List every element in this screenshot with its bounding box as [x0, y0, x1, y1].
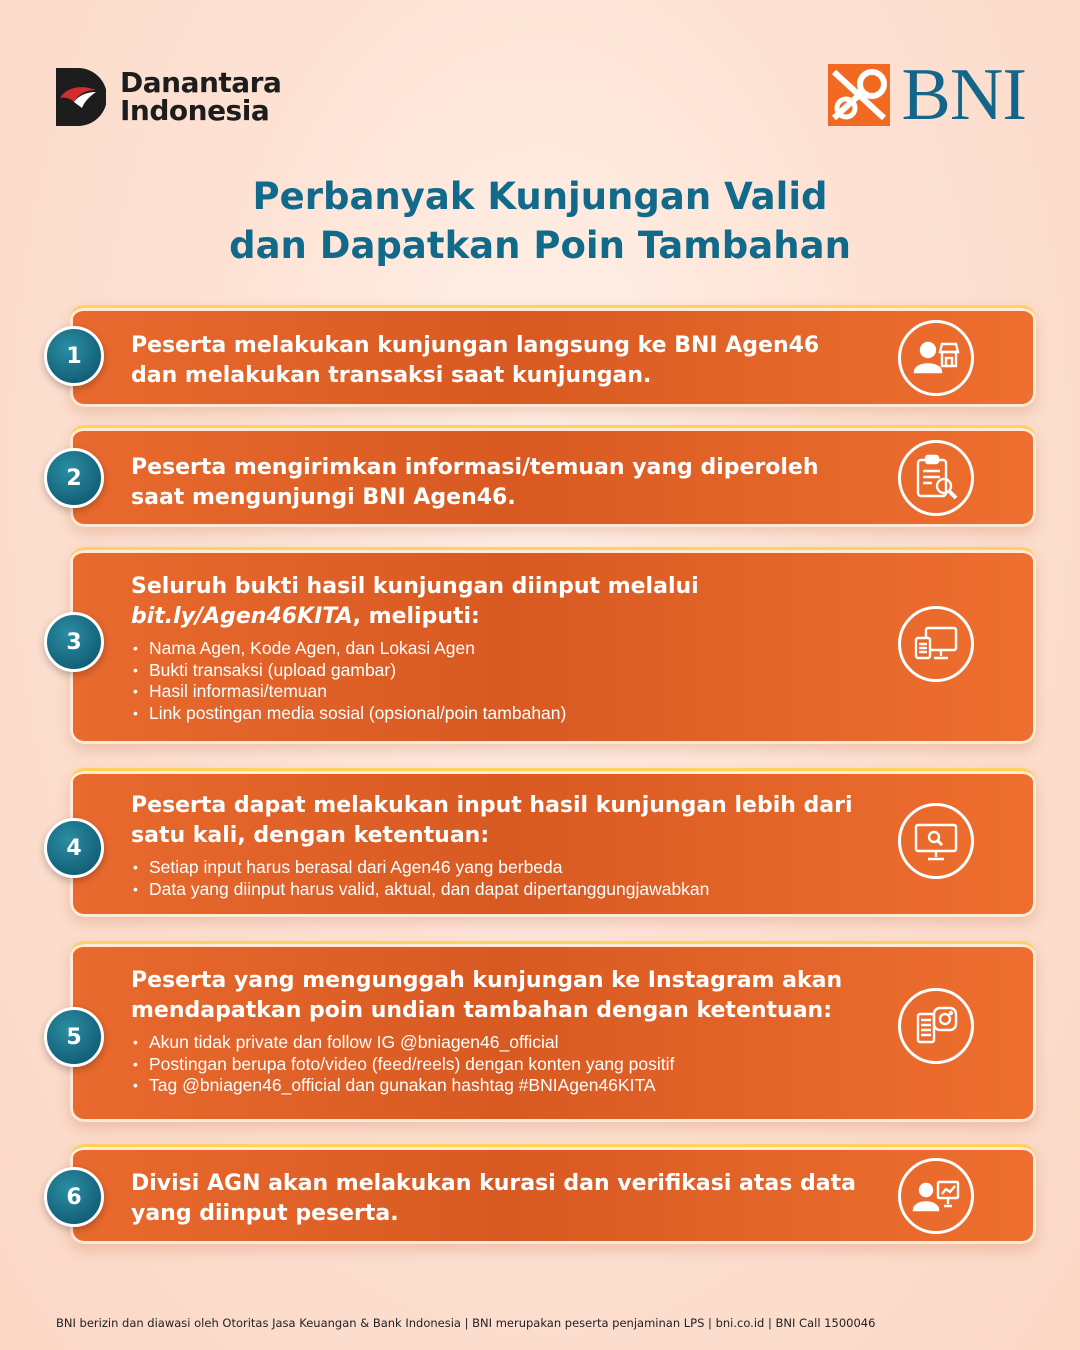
step-4-card — [70, 768, 1036, 917]
step-5-badge: 5 — [44, 1007, 104, 1067]
step-1-badge: 1 — [44, 326, 104, 386]
list-item: • Akun tidak private dan follow IG @bniagen46_official — [131, 1032, 866, 1054]
step-5-main: Peserta yang mengunggah kunjungan ke Instagram akan mendapatkan poin undian tambahan dengan ketentuan: — [131, 968, 843, 1023]
list-item: • Hasil informasi/temuan — [131, 681, 866, 703]
list-item: • Setiap input harus berasal dari Agen46 yang berbeda — [131, 857, 866, 879]
step-2-icon-wrap — [898, 440, 974, 516]
list-item: • Data yang diinput harus valid, aktual, dan dapat dipertanggungjawabkan — [131, 879, 866, 901]
step-3-icon-wrap — [898, 606, 974, 682]
step-2-main: Peserta mengirimkan informasi/temuan yang diperoleh saat mengunjungi BNI Agen46. — [131, 455, 819, 510]
document-monitor-icon — [910, 618, 962, 670]
phone-instagram-icon — [910, 1000, 962, 1052]
bni-wordmark: BNI — [901, 54, 1026, 136]
step-2-badge: 2 — [44, 448, 104, 508]
step-5-card — [70, 941, 1036, 1122]
step-5-icon-wrap — [898, 988, 974, 1064]
step-6-badge: 6 — [44, 1167, 104, 1227]
step-3-link[interactable]: bit.ly/Agen46KITA — [131, 604, 353, 629]
step-5-text — [131, 966, 866, 1097]
step-1-icon-wrap — [898, 320, 974, 396]
step-4-icon-wrap — [898, 803, 974, 879]
monitor-search-icon — [910, 815, 962, 867]
step-6-icon-wrap — [898, 1158, 974, 1234]
step-1-main: Peserta melakukan kunjungan langsung ke BNI Agen46 dan melakukan transaksi saat kunjungan. — [131, 333, 820, 388]
step-3-bullets — [131, 638, 866, 724]
step-3-main: Seluruh bukti hasil kunjungan diinput melalui bit.ly/Agen46KITA, meliputi: — [131, 574, 699, 629]
danantara-logo — [56, 68, 281, 126]
list-item: • Link postingan media sosial (opsional/poin tambahan) — [131, 703, 866, 725]
step-3-text — [131, 572, 866, 724]
person-chart-icon — [910, 1170, 962, 1222]
danantara-wordmark: Danantara Indonesia — [120, 66, 282, 127]
step-1-card — [70, 305, 1036, 407]
step-2-text — [131, 453, 866, 513]
clipboard-search-icon — [910, 452, 962, 504]
step-6-text — [131, 1169, 866, 1229]
step-5-bullets — [131, 1032, 866, 1097]
danantara-mark-icon — [56, 68, 106, 126]
bni-logo — [828, 54, 1026, 136]
list-item: • Tag @bniagen46_official dan gunakan hashtag #BNIAgen46KITA — [131, 1075, 866, 1097]
step-6-main: Divisi AGN akan melakukan kurasi dan verifikasi atas data yang diinput peserta. — [131, 1171, 856, 1226]
step-4-badge: 4 — [44, 818, 104, 878]
step-2-card — [70, 425, 1036, 527]
step-3-card — [70, 547, 1036, 744]
page-title: Perbanyak Kunjungan Valid dan Dapatkan Poin Tambahan — [229, 175, 851, 267]
step-4-main: Peserta dapat melakukan input hasil kunjungan lebih dari satu kali, dengan ketentuan: — [131, 793, 853, 848]
list-item: • Bukti transaksi (upload gambar) — [131, 660, 866, 682]
person-shop-icon — [910, 332, 962, 384]
bni-mark-icon — [828, 64, 890, 126]
step-3-badge: 3 — [44, 612, 104, 672]
step-1-text — [131, 331, 866, 391]
step-6-card — [70, 1144, 1036, 1244]
step-4-bullets — [131, 857, 866, 900]
list-item: • Postingan berupa foto/video (feed/reels) dengan konten yang positif — [131, 1054, 866, 1076]
list-item: • Nama Agen, Kode Agen, dan Lokasi Agen — [131, 638, 866, 660]
footer-disclaimer: BNI berizin dan diawasi oleh Otoritas Jasa Keuangan & Bank Indonesia | BNI merupakan peserta penjaminan LPS | bni.co.id | BNI Call 1500046 — [56, 1316, 876, 1330]
step-4-text — [131, 791, 866, 900]
